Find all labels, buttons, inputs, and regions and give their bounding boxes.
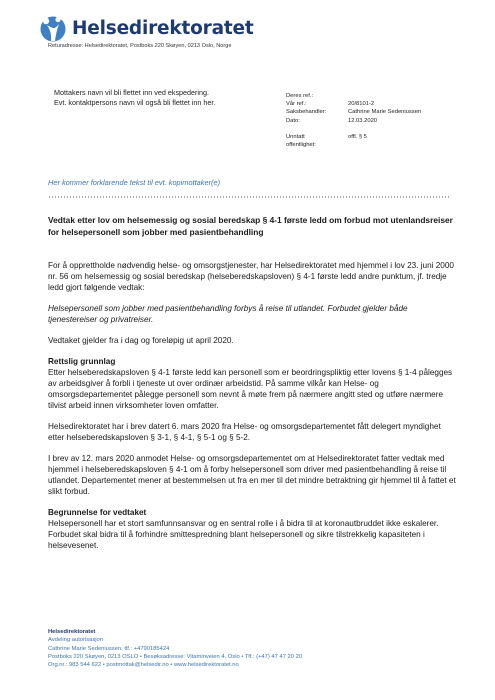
ref-value: Cathrine Marie Sedeniussen xyxy=(348,109,422,116)
exempt-label: Unntatt xyxy=(286,133,305,140)
helsedirektoratet-logo-icon xyxy=(38,14,68,42)
ref-value: 12.03.2020 xyxy=(348,117,378,124)
return-address: Returadresse: Helsedirektoratet, Postboks 220 Skøyen, 0213 Oslo, Norge xyxy=(48,43,232,49)
ref-value: 20/8101-2 xyxy=(348,101,375,108)
ref-label: Saksbehandler: xyxy=(286,109,327,116)
footer-org: Helsedirektoratet xyxy=(48,629,96,635)
recipient-line: Mottakers navn vil bli flettet inn ved ekspedering. xyxy=(54,88,210,97)
paragraph: Helsepersonell har et stort samfunnsansvar og en sentral rolle i å bidra til at koronautbruddet ikke eskalerer. Forbudet skal bidra til å forhindre smittespredning blant helsepersonell og sikre tilstrekkelig kapasiteten i helsevesenet. xyxy=(48,519,439,550)
reference-block xyxy=(286,92,421,149)
paragraph: Etter helseberedskapsloven § 4-1 første ledd kan personell som er beordringspliktig etter lovens § 1-4 pålegges av arbeidsgiver å forbli i tjeneste ut over ordinær arbeidstid. På samme vilkår kan Helse- og omsorgsdepartementet pålegge personell som nevnt å møte frem på nærmere angitt sted og utføre nærmere tilvist arbeid innen virksomheter loven omfatter. xyxy=(48,368,453,410)
ref-row xyxy=(286,117,421,125)
logo xyxy=(38,14,253,42)
logo-text: Helsedirektoratet xyxy=(72,17,254,39)
exempt-row xyxy=(286,141,421,149)
decision-paragraph: Helsepersonell som jobber med pasientbehandling forbys å reise til utlandet. Forbudet gjelder både tjenestereiser og privatreiser. xyxy=(48,304,408,324)
section-heading: Rettslig grunnlag xyxy=(48,357,116,366)
recipient-block xyxy=(54,88,215,108)
ref-label: Dato: xyxy=(286,117,300,124)
ref-label: Vår ref.: xyxy=(286,101,307,108)
paragraph: Helsedirektoratet har i brev datert 6. mars 2020 fra Helse- og omsorgsdepartementet fått delegert myndighet etter helseberedskapsloven § 3-1, § 4-1, § 5-1 og § 5-2. xyxy=(48,422,441,442)
dotted-divider xyxy=(48,196,450,198)
copy-recipient-note: Her kommer forklarende tekst til evt. kopimottaker(e) xyxy=(48,178,221,187)
ref-label: Deres ref.: xyxy=(286,93,314,99)
recipient-line: Evt. kontaktpersons navn vil også bli flettet inn her. xyxy=(54,98,216,107)
footer-contact: Org.nr.: 983 544 622 • postmottak@helsedir.no • www.helsedirektoratet.no xyxy=(48,662,239,669)
section-heading: Begrunnelse for vedtaket xyxy=(48,508,147,517)
footer-address: Postboks 220 Skøyen, 0213 OSLO • Besøksadresse: Vitaminveien 4, Oslo • Tlf.: (+47) 47 47 20 20 xyxy=(48,653,303,660)
letter-title: Vedtak etter lov om helsemessig og sosial beredskap § 4-1 første ledd om forbud mot utenlandsreiser for helsepersonell som jobber med pasientbehandling xyxy=(48,215,453,237)
exempt-row xyxy=(286,133,421,141)
footer-department: Avdeling autorisasjon xyxy=(48,637,103,644)
footer-contact-person: Cathrine Marie Sedeniussen, tlf.: +4790185424 xyxy=(48,645,170,652)
letter-body xyxy=(48,214,458,561)
paragraph: For å opprettholde nødvendig helse- og omsorgstjenester, har Helsedirektoratet med hjemmel i lov 23. juni 2000 nr. 56 om helsemessig og sosial beredskap (helseberedskapsloven) § 4-1 første ledd andre punktum, jf. tredje ledd gjort følgende vedtak: xyxy=(48,261,454,292)
paragraph: Vedtaket gjelder fra i dag og foreløpig ut april 2020. xyxy=(48,336,234,345)
ref-row xyxy=(286,100,421,108)
ref-row xyxy=(286,108,421,116)
footer xyxy=(48,628,302,669)
ref-row xyxy=(286,92,421,100)
exempt-label: offentlighet: xyxy=(286,142,316,149)
paragraph: I brev av 12. mars 2020 anmodet Helse- og omsorgsdepartementet om at Helsedirektoratet fatter vedtak med hjemmel i helseberedskapsloven § 4-1 om å forby helsepersonell som driver med pasientbehandling å reise til utlandet. Departementet mener at bestemmelsen ut fra en mer til det mindre betraktning gir hjemmel til å fattet et slikt forbud. xyxy=(48,454,456,496)
exempt-value: offl. § 5 xyxy=(348,133,367,140)
